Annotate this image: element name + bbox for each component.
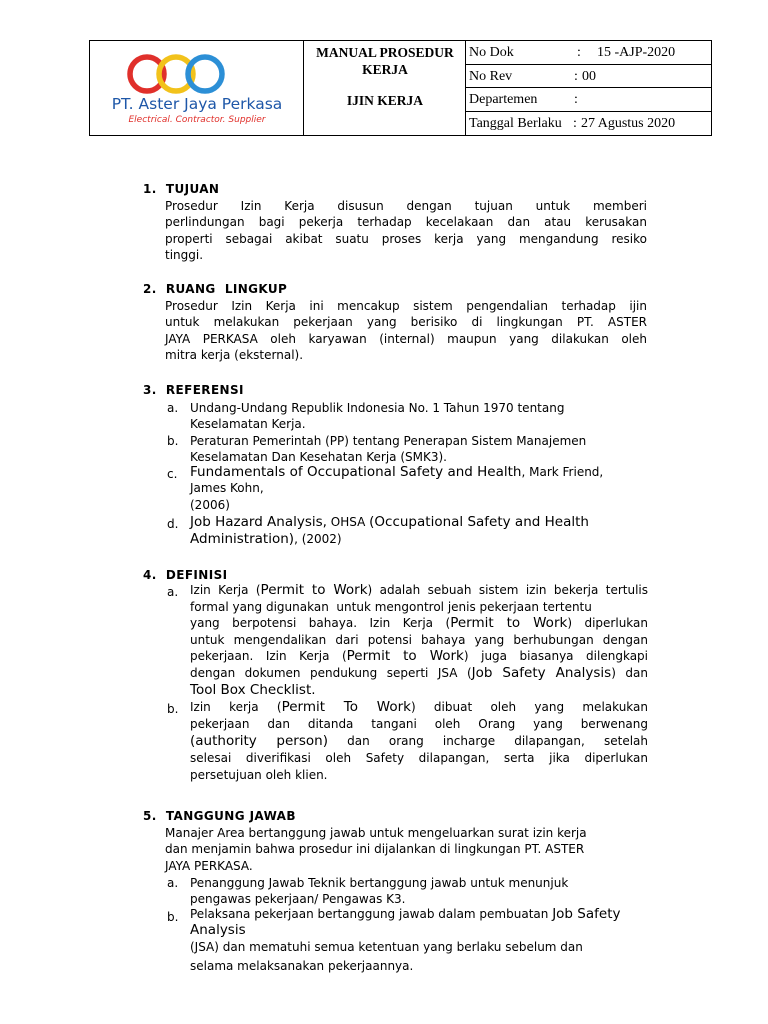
reference-org-full-cont: Administration) <box>190 531 295 547</box>
section-heading: RUANG LINGKUP <box>165 282 288 296</box>
list-line: persetujuan oleh klien. <box>190 768 328 782</box>
document-subtitle: IJIN KERJA <box>346 93 424 108</box>
section-title-referensi <box>143 382 244 398</box>
section-heading: TUJUAN <box>165 182 220 196</box>
info-colon: : <box>574 68 578 84</box>
section-body-tanggung-jawab <box>165 825 647 874</box>
section-title-tanggung-jawab <box>143 808 296 824</box>
company-name: PT. Aster Jaya Perkasa <box>111 95 283 113</box>
company-logo-rings-icon <box>126 51 226 97</box>
section-number: 2. <box>143 282 157 296</box>
text-run: dan orang incharge dilapangan, setelah <box>327 734 649 748</box>
list-marker: b. <box>167 910 179 924</box>
paragraph-line: Prosedur Izin Kerja disusun dengan tujuan untuk memberi <box>165 199 647 213</box>
info-label: Tanggal Berlaku <box>469 115 562 131</box>
list-line: Keselamatan Dan Kesehatan Kerja (SMK3). <box>190 450 447 465</box>
list-marker: a. <box>167 585 179 599</box>
list-marker: a. <box>167 876 179 890</box>
info-label: No Dok <box>469 45 514 60</box>
list-line: selama melaksanakan pekerjaannya. <box>190 958 414 973</box>
term-job-safety: Job Safety <box>552 906 621 922</box>
list-marker: a. <box>167 401 179 415</box>
list-line: selesai diverifikasi oleh Safety dilapangan, serta jika diperlukan <box>190 751 648 765</box>
paragraph-line: mitra kerja (eksternal). <box>165 347 304 362</box>
info-colon: : <box>574 92 578 107</box>
paragraph-line: Prosedur Izin Kerja ini mencakup sistem pengendalian terhadap ijin <box>165 299 647 313</box>
document-title-cell <box>304 41 466 135</box>
document-title-line-1: MANUAL PROSEDUR <box>316 45 454 60</box>
paragraph-line: tinggi. <box>165 247 204 262</box>
document-title-line-2: KERJA <box>362 62 408 77</box>
list-marker: b. <box>167 702 179 716</box>
text-run: ) juga biasanya dilengkapi <box>463 649 648 664</box>
list-line: Penanggung Jawab Teknik bertanggung jawab untuk menunjuk <box>190 876 569 890</box>
list-item <box>190 907 648 974</box>
text-run: Izin kerja ( <box>190 700 282 714</box>
info-row-no-rev <box>466 65 711 89</box>
paragraph-line: JAYA PERKASA oleh karyawan (internal) maupun yang dilakukan oleh <box>165 331 647 346</box>
list-line: (2006) <box>190 497 230 512</box>
reference-org: OHSA <box>326 515 370 529</box>
term-authority-person: (authority person) <box>190 733 328 749</box>
list-line: Peraturan Pemerintah (PP) tentang Penerapan Sistem Manajemen <box>190 434 587 448</box>
section-title-definisi <box>143 567 228 583</box>
info-label: Departemen <box>469 92 538 107</box>
term-job-safety-analysis: Job Safety Analysis <box>471 664 612 681</box>
text-run: Pelaksana pekerjaan bertanggung jawab dalam pembuatan <box>190 907 553 921</box>
list-line: untuk mengendalikan dari potensi bahaya yang berhubungan dengan <box>190 632 648 647</box>
term-permit-to-work: Permit to Work <box>450 615 568 632</box>
term-permit-to-work: Permit to Work <box>260 582 368 598</box>
list-item <box>190 433 648 466</box>
list-item <box>190 514 648 548</box>
term-tool-box-checklist: Tool Box Checklist. <box>190 681 316 698</box>
text-run: ) dan <box>611 665 648 680</box>
reference-year: , (2002) <box>294 532 342 546</box>
info-value: 27 Agustus 2020 <box>581 115 676 131</box>
text-run: ) diperlukan <box>567 616 648 631</box>
text-run: dengan dokumen pendukung seperti JSA ( <box>190 665 472 680</box>
info-row-departemen <box>466 88 711 112</box>
list-line: pengawas pekerjaan/ Pengawas K3. <box>190 892 406 907</box>
list-line: formal yang digunakan untuk mengontrol jenis pekerjaan tertentu <box>190 599 592 614</box>
list-line: pekerjaan dan ditanda tangani oleh Orang yang berwenang <box>190 717 648 731</box>
term-permit-to-work: Permit To Work <box>281 699 411 715</box>
section-heading: REFERENSI <box>165 383 244 397</box>
company-tagline: Electrical. Contractor. Supplier <box>128 115 266 125</box>
text-run: yang berpotensi bahaya. Izin Kerja ( <box>190 616 451 631</box>
section-number: 1. <box>143 182 157 196</box>
list-marker: d. <box>167 517 179 531</box>
list-line: James Kohn, <box>190 481 264 496</box>
info-colon: : <box>573 115 577 131</box>
list-item <box>190 464 648 513</box>
paragraph-line: untuk melakukan pekerjaan yang berisiko di lingkungan PT. ASTER <box>165 315 647 330</box>
section-heading: TANGGUNG JAWAB <box>165 809 296 823</box>
section-body-ruang-lingkup <box>165 298 647 363</box>
list-line: Undang-Undang Republik Indonesia No. 1 Tahun 1970 tentang <box>190 401 565 415</box>
paragraph-line: perlindungan bagi pekerja terhadap kecelakaan dan atau kerusakan <box>165 215 647 230</box>
reference-title: Fundamentals of Occupational Safety and Health <box>190 464 522 480</box>
list-item <box>190 875 648 908</box>
section-title-ruang-lingkup <box>143 281 287 297</box>
section-heading: DEFINISI <box>165 568 228 582</box>
text-run: ) dibuat oleh yang melakukan <box>410 700 649 714</box>
paragraph-line: properti sebagai akibat suatu proses kerja yang mengandung resiko <box>165 231 647 246</box>
reference-authors: , Mark Friend, <box>521 465 604 479</box>
list-item <box>190 400 648 433</box>
document-info-cell <box>466 41 711 135</box>
paragraph-line: dan menjamin bahwa prosedur ini dijalankan di lingkungan PT. ASTER <box>165 842 585 857</box>
section-number: 3. <box>143 383 157 397</box>
info-value: 00 <box>582 68 596 84</box>
text-run: Izin Kerja ( <box>190 583 261 597</box>
reference-org-full: (Occupational Safety and Health <box>369 514 589 530</box>
list-item <box>190 699 648 784</box>
info-value: 15 -AJP-2020 <box>597 45 676 60</box>
info-row-no-dok <box>466 41 711 65</box>
text-run: pekerjaan. Izin Kerja ( <box>190 649 347 664</box>
text-run: ) adalah sebuah sistem izin bekerja tertulis <box>367 583 648 597</box>
info-label: No Rev <box>469 68 513 84</box>
section-title-tujuan <box>143 181 219 197</box>
document-title <box>304 44 466 78</box>
info-row-tanggal-berlaku <box>466 112 711 136</box>
section-number: 5. <box>143 809 157 823</box>
info-colon: : <box>577 45 581 60</box>
section-body-tujuan <box>165 198 647 263</box>
paragraph-line: Manajer Area bertanggung jawab untuk mengeluarkan surat izin kerja <box>165 826 587 840</box>
section-number: 4. <box>143 568 157 582</box>
paragraph-line: JAYA PERKASA. <box>165 858 253 873</box>
term-analysis: Analysis <box>190 921 246 938</box>
document-header-table <box>89 40 712 136</box>
list-item <box>190 582 648 698</box>
list-marker: b. <box>167 434 179 448</box>
reference-title: Job Hazard Analysis, <box>190 514 327 530</box>
list-line: Keselamatan Kerja. <box>190 417 306 432</box>
list-marker: c. <box>167 467 178 481</box>
term-permit-to-work: Permit to Work <box>346 648 464 665</box>
company-logo-cell <box>90 41 304 135</box>
list-line: (JSA) dan mematuhi semua ketentuan yang berlaku sebelum dan <box>190 940 583 954</box>
